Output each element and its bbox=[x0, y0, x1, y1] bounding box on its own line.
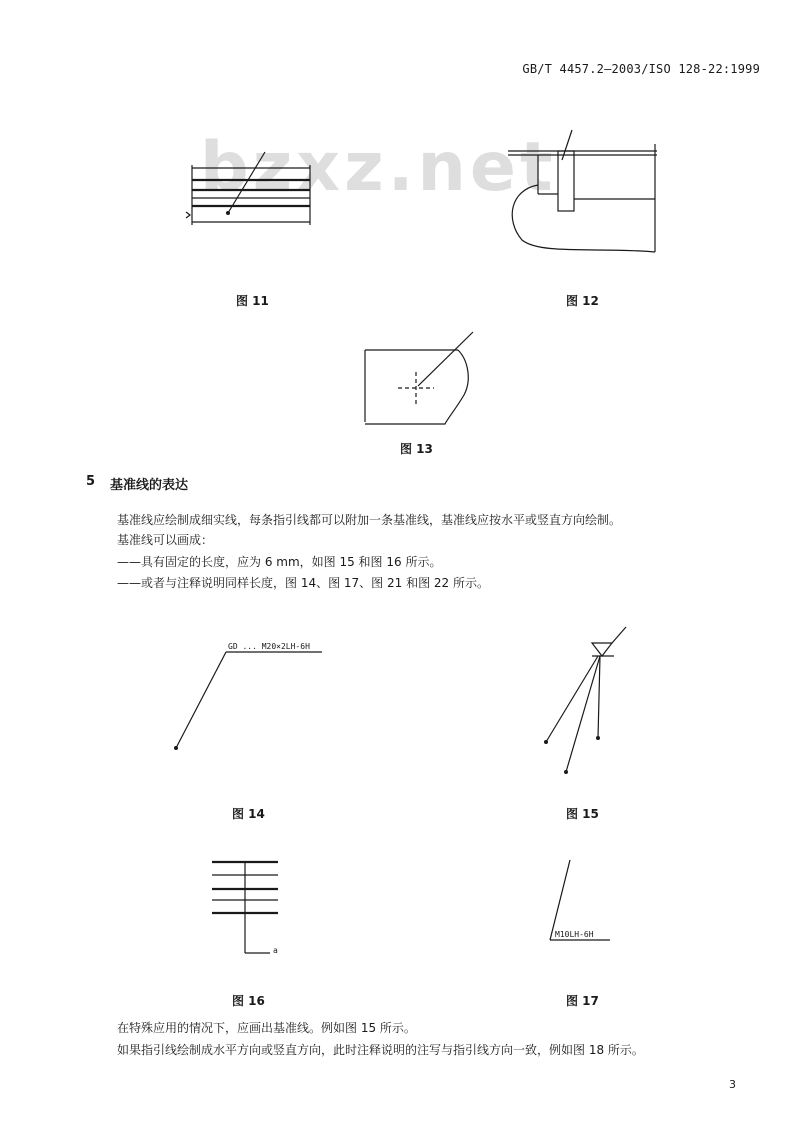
bottom-line-1: 在特殊应用的情况下，应画出基准线。例如图 15 所示。 bbox=[117, 1021, 416, 1035]
fig13-caption: 图 13 bbox=[400, 442, 433, 456]
standard-code: GB/T 4457.2—2003/ISO 128-22:1999 bbox=[522, 62, 760, 76]
section5-line-4: ——或者与注释说明同样长度，图 14、图 17、图 21 和图 22 所示。 bbox=[117, 576, 489, 590]
fig12-caption: 图 12 bbox=[566, 294, 599, 308]
section-title: 基准线的表达 bbox=[110, 478, 189, 493]
fig16-annotation: a bbox=[273, 946, 278, 955]
fig17-leader bbox=[550, 860, 570, 940]
watermark: bzxz.net bbox=[200, 128, 557, 207]
fig11-caption: 图 11 bbox=[236, 294, 269, 308]
fig15-caption: 图 15 bbox=[566, 807, 599, 821]
fig16-caption: 图 16 bbox=[232, 994, 265, 1008]
fig17-caption: 图 17 bbox=[566, 994, 599, 1008]
fig17-annotation: M10LH-6H bbox=[555, 930, 594, 939]
bottom-line-2: 如果指引线绘制成水平方向或竖直方向，此时注释说明的注写与指引线方向一致，例如图 18 所示。 bbox=[117, 1043, 644, 1057]
page-number: 3 bbox=[729, 1078, 736, 1091]
section5-line-3: ——具有固定的长度，应为 6 mm，如图 15 和图 16 所示。 bbox=[117, 555, 442, 569]
section5-line-1: 基准线应绘制成细实线，每条指引线都可以附加一条基准线，基准线应按水平或竖直方向绘制。 bbox=[117, 513, 622, 527]
section5-line-2: 基准线可以画成： bbox=[117, 533, 214, 547]
fig14-caption: 图 14 bbox=[232, 807, 265, 821]
fig14-annotation: GD ... M20×2LH-6H bbox=[228, 642, 310, 651]
section-number: 5 bbox=[86, 474, 96, 489]
